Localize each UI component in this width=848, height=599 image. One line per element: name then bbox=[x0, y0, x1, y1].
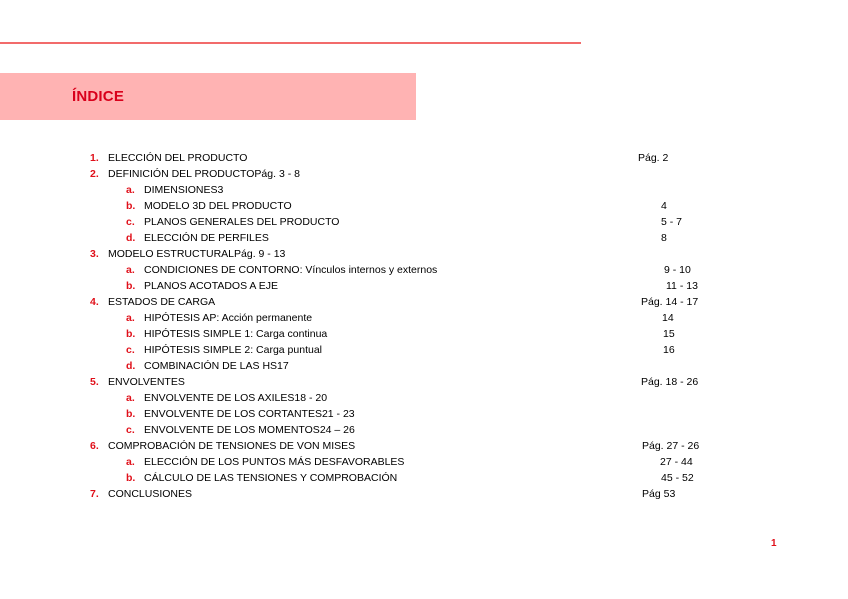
toc-entry bbox=[0, 406, 848, 422]
toc-entry-number: d. bbox=[126, 360, 136, 372]
toc-entry bbox=[0, 230, 848, 246]
toc-entry-label: ELECCIÓN DEL PRODUCTO bbox=[108, 152, 248, 164]
toc-entry-page: 9 - 10 bbox=[664, 264, 691, 276]
toc-entry-number: 6. bbox=[90, 440, 99, 452]
toc-entry-label: ENVOLVENTE DE LOS MOMENTOS24 – 26 bbox=[144, 424, 355, 436]
toc-entry-label: ENVOLVENTE DE LOS CORTANTES21 - 23 bbox=[144, 408, 355, 420]
toc-entry bbox=[0, 454, 848, 470]
toc-entry-number: 1. bbox=[90, 152, 99, 164]
toc-entry-label: DIMENSIONES3 bbox=[144, 184, 224, 196]
toc-entry-page: 27 - 44 bbox=[660, 456, 693, 468]
toc-entry-label: COMPROBACIÓN DE TENSIONES DE VON MISES bbox=[108, 440, 356, 452]
title-band bbox=[0, 73, 416, 120]
toc-entry bbox=[0, 486, 848, 502]
toc-entry-number: 2. bbox=[90, 168, 99, 180]
toc-entry-page: Pág. 2 bbox=[638, 152, 669, 164]
toc-entry-page: 16 bbox=[663, 344, 675, 356]
toc-entry bbox=[0, 214, 848, 230]
toc-entry-page: 8 bbox=[661, 232, 667, 244]
toc-entry-number: b. bbox=[126, 472, 136, 484]
toc-entry-label: HIPÓTESIS SIMPLE 2: Carga puntual bbox=[144, 344, 322, 356]
toc-entry-label: CONDICIONES DE CONTORNO: Vínculos internos y externos bbox=[144, 264, 438, 276]
toc-entry-number: 5. bbox=[90, 376, 99, 388]
toc-entry bbox=[0, 150, 848, 166]
toc-entry-number: a. bbox=[126, 264, 135, 276]
toc-entry bbox=[0, 198, 848, 214]
toc-entry-label: CÁLCULO DE LAS TENSIONES Y COMPROBACIÓN bbox=[144, 472, 398, 484]
toc-entry bbox=[0, 358, 848, 374]
toc-entry bbox=[0, 326, 848, 342]
toc-entry-number: 7. bbox=[90, 488, 99, 500]
toc-entry bbox=[0, 438, 848, 454]
toc-entry-page: Pág. 27 - 26 bbox=[642, 440, 700, 452]
toc-entry-page: 4 bbox=[661, 200, 667, 212]
toc-entry-number: a. bbox=[126, 392, 135, 404]
toc-entry bbox=[0, 310, 848, 326]
toc-entry-label: ENVOLVENTES bbox=[108, 376, 185, 388]
toc-entry-label: ELECCIÓN DE PERFILES bbox=[144, 232, 269, 244]
toc-entry-page: 15 bbox=[663, 328, 675, 340]
toc-entry-label: COMBINACIÓN DE LAS HS17 bbox=[144, 360, 289, 372]
toc-entry-number: b. bbox=[126, 328, 136, 340]
page-number: 1 bbox=[771, 538, 777, 549]
toc-entry-number: c. bbox=[126, 344, 135, 356]
toc-entry bbox=[0, 166, 848, 182]
toc-entry-label: HIPÓTESIS AP: Acción permanente bbox=[144, 312, 313, 324]
toc-entry-page: 11 - 13 bbox=[666, 280, 698, 292]
toc-entry-number: d. bbox=[126, 232, 136, 244]
toc-entry-number: b. bbox=[126, 408, 136, 420]
toc-entry bbox=[0, 422, 848, 438]
toc-entry-label: PLANOS ACOTADOS A EJE bbox=[144, 280, 279, 292]
toc-entry-page: Pág 53 bbox=[642, 488, 676, 500]
toc-entry-number: b. bbox=[126, 200, 136, 212]
toc-entry-label: PLANOS GENERALES DEL PRODUCTO bbox=[144, 216, 340, 228]
toc-entry-label: CONCLUSIONES bbox=[108, 488, 193, 500]
toc-entry bbox=[0, 470, 848, 486]
header-rule bbox=[0, 42, 581, 44]
toc-entry-page: Pág. 14 - 17 bbox=[641, 296, 699, 308]
toc-entry bbox=[0, 390, 848, 406]
page-title: ÍNDICE bbox=[72, 88, 125, 105]
toc-entry bbox=[0, 294, 848, 310]
toc-entry-number: a. bbox=[126, 456, 135, 468]
toc-entry-label: MODELO ESTRUCTURALPág. 9 - 13 bbox=[108, 248, 286, 260]
toc-entry-number: a. bbox=[126, 184, 135, 196]
toc-entry-number: a. bbox=[126, 312, 135, 324]
toc-entry-number: 4. bbox=[90, 296, 99, 308]
toc-entry bbox=[0, 342, 848, 358]
toc-entry-label: DEFINICIÓN DEL PRODUCTOPág. 3 - 8 bbox=[108, 168, 300, 180]
toc-entry-page: 14 bbox=[662, 312, 674, 324]
toc-entry bbox=[0, 246, 848, 262]
toc-entry-label: MODELO 3D DEL PRODUCTO bbox=[144, 200, 292, 212]
toc-entry-number: c. bbox=[126, 216, 135, 228]
toc-entry-number: b. bbox=[126, 280, 136, 292]
toc-entry-page: Pág. 18 - 26 bbox=[641, 376, 699, 388]
toc-entry-label: ELECCIÓN DE LOS PUNTOS MÁS DESFAVORABLES bbox=[144, 456, 405, 468]
toc-entry-label: ESTADOS DE CARGA bbox=[108, 296, 216, 308]
toc-entry bbox=[0, 182, 848, 198]
toc-entry-label: HIPÓTESIS SIMPLE 1: Carga continua bbox=[144, 328, 328, 340]
toc-entry bbox=[0, 278, 848, 294]
toc-entry-number: 3. bbox=[90, 248, 99, 260]
toc-entry-label: ENVOLVENTE DE LOS AXILES18 - 20 bbox=[144, 392, 328, 404]
toc-entry bbox=[0, 374, 848, 390]
toc-entry-page: 5 - 7 bbox=[661, 216, 683, 228]
toc-entry-number: c. bbox=[126, 424, 135, 436]
toc-entry-page: 45 - 52 bbox=[661, 472, 694, 484]
toc-entry bbox=[0, 262, 848, 278]
